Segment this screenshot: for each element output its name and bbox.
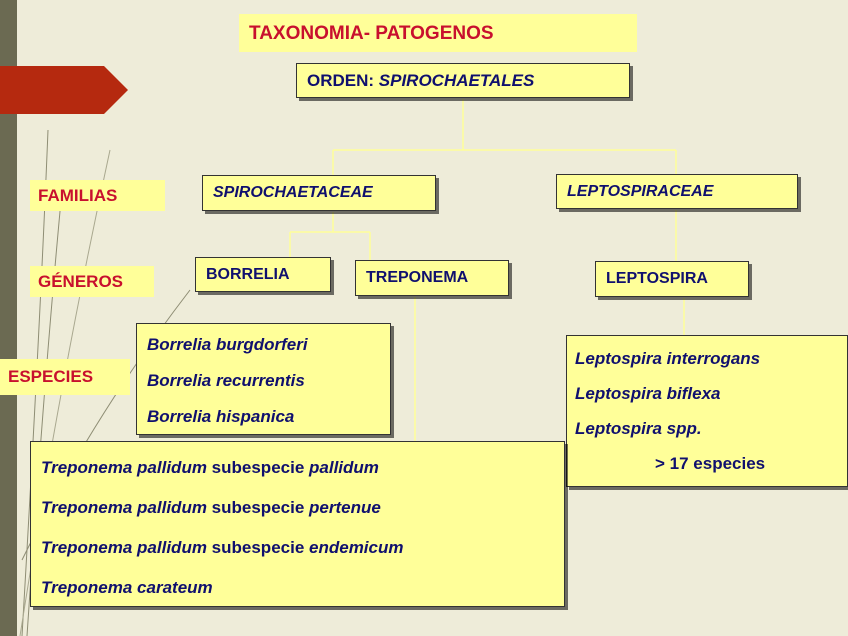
orden-label: ORDEN: [307, 71, 379, 90]
species-item [41, 448, 554, 488]
species-name: Treponema carateum [41, 578, 213, 597]
orden-box [296, 63, 630, 98]
genus-name: LEPTOSPIRA [606, 270, 708, 287]
genus-treponema [355, 260, 509, 296]
slide-title [239, 14, 637, 52]
family-spirochaetaceae [202, 175, 436, 211]
slide-title-text: TAXONOMIA- PATOGENOS [249, 23, 494, 44]
species-item: Borrelia burgdorferi [147, 335, 308, 354]
row-label-especies: ESPECIES [0, 359, 130, 395]
species-item: Leptospira biflexa [575, 384, 721, 403]
row-label-generos: GÉNEROS [30, 266, 154, 297]
species-item: Leptospira spp. [575, 419, 702, 438]
treponema-species-box [30, 441, 565, 607]
species-name: Treponema pallidum [41, 498, 207, 517]
genus-borrelia [195, 257, 331, 292]
species-count-note: > 17 especies [655, 454, 766, 473]
leptospira-species-box [566, 335, 848, 487]
species-item [41, 488, 554, 528]
family-name: SPIROCHAETACEAE [213, 184, 373, 201]
subspecies-name: pallidum [309, 458, 379, 477]
species-item: Leptospira interrogans [575, 349, 761, 368]
subspecies-word: subespecie [206, 538, 310, 557]
genus-leptospira [595, 261, 749, 297]
borrelia-species-box [136, 323, 391, 435]
species-item [41, 568, 554, 608]
family-leptospiraceae [556, 174, 798, 209]
species-name: Treponema pallidum [41, 538, 207, 557]
subspecies-word: subespecie [206, 498, 310, 517]
species-item: Borrelia hispanica [147, 407, 295, 426]
subspecies-name: endemicum [309, 538, 404, 557]
family-name: LEPTOSPIRACEAE [567, 183, 714, 200]
species-item [41, 528, 554, 568]
subspecies-name: pertenue [309, 498, 381, 517]
orden-name: SPIROCHAETALES [378, 71, 535, 90]
genus-name: BORRELIA [206, 266, 290, 283]
row-label-familias: FAMILIAS [30, 180, 165, 211]
genus-name: TREPONEMA [366, 269, 469, 286]
species-name: Treponema pallidum [41, 458, 207, 477]
species-item: Borrelia recurrentis [147, 371, 305, 390]
subspecies-word: subespecie [206, 458, 310, 477]
